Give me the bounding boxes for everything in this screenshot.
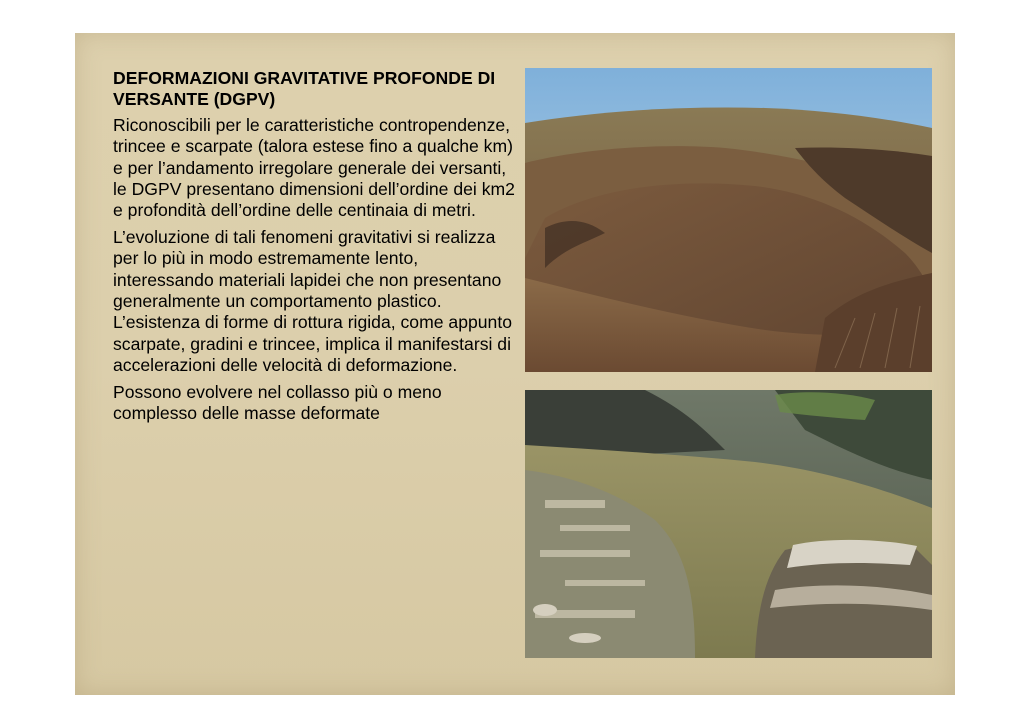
paragraph-2: L’evoluzione di tali fenomeni gravitativi si realizza per lo più in modo estremamente lento, interessando materiali lapidei che non presentano generalmente un comportamento plastico. L’esistenza di forme di rottura rigida, come appunto scarpate, gradini e trincee, implica il manifestarsi di accelerazioni delle velocità di deformazione. xyxy=(113,226,513,376)
slide-title: DEFORMAZIONI GRAVITATIVE PROFONDE DI VERSANTE (DGPV) xyxy=(113,68,496,110)
rocky-scarp-photo xyxy=(525,390,932,658)
hillside-landscape-photo xyxy=(525,68,932,372)
text-column xyxy=(113,68,523,430)
paragraph-3: Possono evolvere nel collasso più o meno complesso delle masse deformate xyxy=(113,381,442,424)
paragraph-1: Riconoscibili per le caratteristiche contropendenze, trincee e scarpate (talora estese fino a qualche km) e per l’andamento irregolare generale dei versanti, le DGPV presentano dimensioni dell’ordine dei km2 e profondità dell’ordine delle centinaia di metri. xyxy=(113,114,515,221)
